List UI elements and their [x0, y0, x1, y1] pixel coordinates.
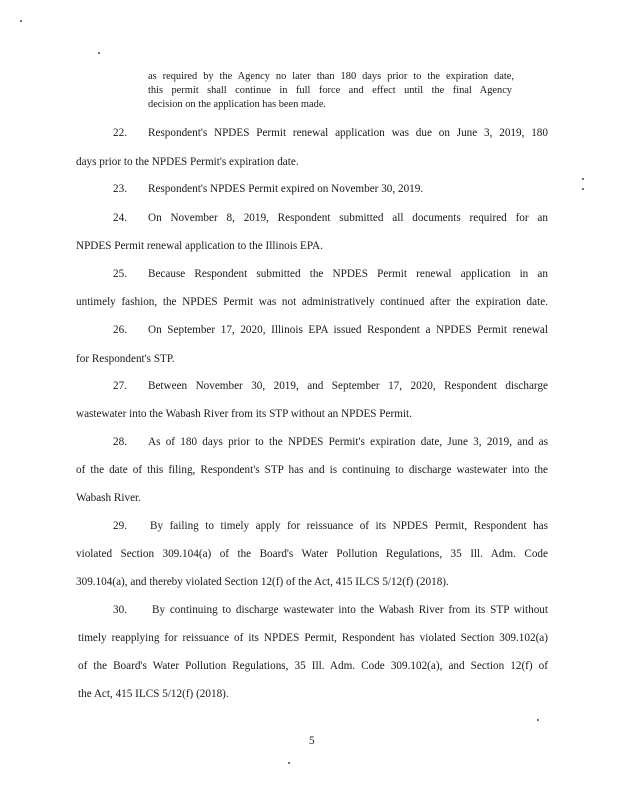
paragraph-line: of the date of this filing, Respondent's STP has and is continuing to discharge wastewater into the — [76, 464, 548, 476]
paragraph-line: timely reapplying for reissuance of its NPDES Permit, Respondent has violated Section 309.102(a) — [78, 632, 548, 644]
quote-line: as required by the Agency no later than 180 days prior to the expiration date, — [148, 71, 514, 82]
page-number: 5 — [309, 735, 315, 747]
paragraph-line: 309.104(a), and thereby violated Section 12(f) of the Act, 415 ILCS 5/12(f) (2018). — [76, 576, 449, 588]
paragraph-first-line: On November 8, 2019, Respondent submitted all documents required for an — [148, 212, 548, 224]
paragraph-number: 28. — [113, 436, 127, 448]
block-quote — [148, 70, 514, 112]
paragraph-first-line: As of 180 days prior to the NPDES Permit's expiration date, June 3, 2019, and as — [148, 436, 548, 448]
paragraph-first-line: Between November 30, 2019, and September 17, 2020, Respondent discharge — [148, 380, 548, 392]
paragraph-line: Wabash River. — [76, 492, 141, 504]
scan-speck — [582, 178, 584, 180]
paragraph-line: days prior to the NPDES Permit's expiration date. — [76, 156, 299, 168]
paragraph-number: 30. — [113, 604, 127, 616]
paragraph-number: 27. — [113, 380, 127, 392]
paragraph-number: 22. — [113, 127, 127, 139]
paragraph-line: NPDES Permit renewal application to the Illinois EPA. — [76, 240, 323, 252]
quote-line: this permit shall continue in full force and effect until the final Agency — [148, 85, 512, 96]
paragraph-first-line: Respondent's NPDES Permit renewal application was due on June 3, 2019, 180 — [148, 127, 548, 139]
quote-line: decision on the application has been made. — [148, 99, 327, 110]
paragraph-first-line: Respondent's NPDES Permit expired on November 30, 2019. — [148, 183, 424, 195]
paragraph-number: 29. — [113, 520, 127, 532]
paragraph-line: violated Section 309.104(a) of the Board's Water Pollution Regulations, 35 Ill. Adm. Code — [76, 548, 548, 560]
paragraph-line: wastewater into the Wabash River from its STP without an NPDES Permit. — [76, 408, 412, 420]
scan-speck — [537, 719, 539, 721]
paragraph-first-line: On September 17, 2020, Illinois EPA issued Respondent a NPDES Permit renewal — [148, 324, 548, 336]
paragraph-first-line: Because Respondent submitted the NPDES Permit renewal application in an — [148, 268, 548, 280]
paragraph-number: 26. — [113, 324, 127, 336]
paragraph-line: for Respondent's STP. — [76, 353, 175, 365]
scan-speck — [98, 52, 100, 54]
scan-speck — [288, 762, 290, 764]
paragraph-first-line: By continuing to discharge wastewater into the Wabash River from its STP without — [152, 604, 548, 616]
paragraph-first-line: By failing to timely apply for reissuance of its NPDES Permit, Respondent has — [150, 520, 548, 532]
paragraph-number: 25. — [113, 268, 127, 280]
paragraph-line: untimely fashion, the NPDES Permit was not administratively continued after the expiration date. — [76, 296, 548, 308]
paragraph-line: the Act, 415 ILCS 5/12(f) (2018). — [78, 688, 229, 700]
scan-speck — [20, 20, 22, 22]
paragraph-number: 24. — [113, 212, 127, 224]
paragraph-line: of the Board's Water Pollution Regulations, 35 Ill. Adm. Code 309.102(a), and Section 12(f) of — [78, 660, 548, 672]
scan-speck — [582, 188, 584, 190]
paragraph-number: 23. — [113, 183, 127, 195]
